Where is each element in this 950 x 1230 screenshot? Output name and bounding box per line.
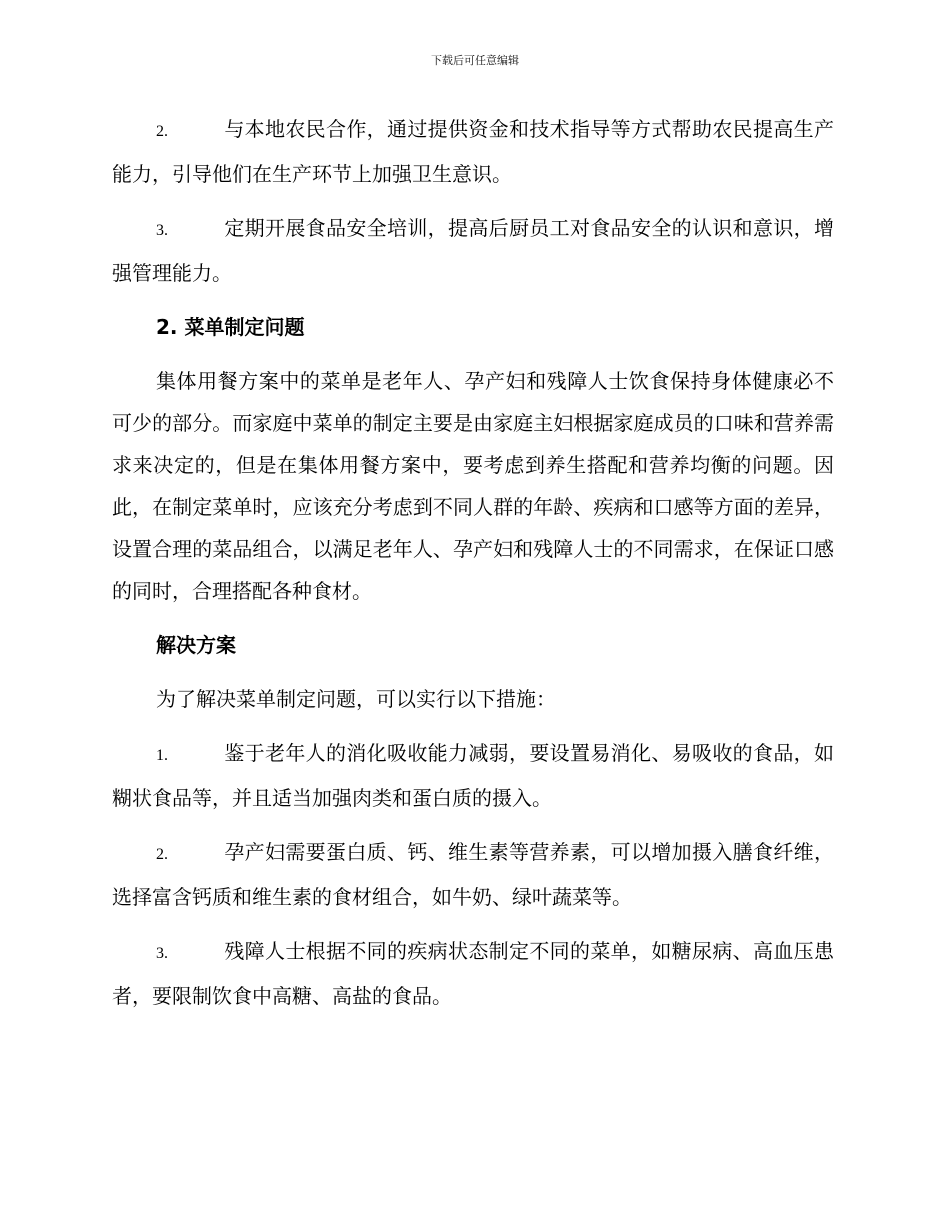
list-item [112, 207, 834, 294]
list-item-number: 3. [156, 945, 168, 962]
list-item [112, 732, 834, 819]
solution-heading: 解决方案 [156, 633, 236, 657]
list-item-number: 1. [156, 747, 168, 764]
list-item [112, 108, 834, 195]
list-item-text: 孕产妇需要蛋白质、钙、维生素等营养素，可以增加摄入膳食纤维，选择富含钙质和维生素的食材组合，如牛奶、绿叶蔬菜等。 [112, 840, 834, 909]
list-item [112, 831, 834, 918]
body-paragraph: 集体用餐方案中的菜单是老年人、孕产妇和残障人士饮食保持身体健康必不可少的部分。而家庭中菜单的制定主要是由家庭主妇根据家庭成员的口味和营养需求来决定的，但是在集体用餐方案中，要考虑到养生搭配和营养均衡的问题。因此，在制定菜单时，应该充分考虑到不同人群的年龄、疾病和口感等方面的差异，设置合理的菜品组合，以满足老年人、孕产妇和残障人士的不同需求，在保证口感的同时，合理搭配各种食材。 [112, 369, 834, 603]
section-heading-menu: 2. 菜单制定问题 [156, 315, 305, 339]
solution-intro: 为了解决菜单制定问题，可以实行以下措施： [156, 687, 556, 711]
list-item [112, 930, 834, 1017]
list-item-number: 2. [156, 123, 168, 140]
document-body [112, 108, 834, 1029]
page-header: 下载后可任意编辑 [431, 54, 519, 67]
list-item-number: 3. [156, 222, 168, 239]
list-item-text: 鉴于老年人的消化吸收能力减弱，要设置易消化、易吸收的食品，如糊状食品等，并且适当加强肉类和蛋白质的摄入。 [112, 741, 834, 810]
list-item-text: 残障人士根据不同的疾病状态制定不同的菜单，如糖尿病、高血压患者，要限制饮食中高糖、高盐的食品。 [112, 939, 834, 1008]
list-item-text: 定期开展食品安全培训，提高后厨员工对食品安全的认识和意识，增强管理能力。 [112, 216, 834, 285]
list-item-number: 2. [156, 846, 168, 863]
list-item-text: 与本地农民合作，通过提供资金和技术指导等方式帮助农民提高生产能力，引导他们在生产环节上加强卫生意识。 [112, 117, 834, 186]
